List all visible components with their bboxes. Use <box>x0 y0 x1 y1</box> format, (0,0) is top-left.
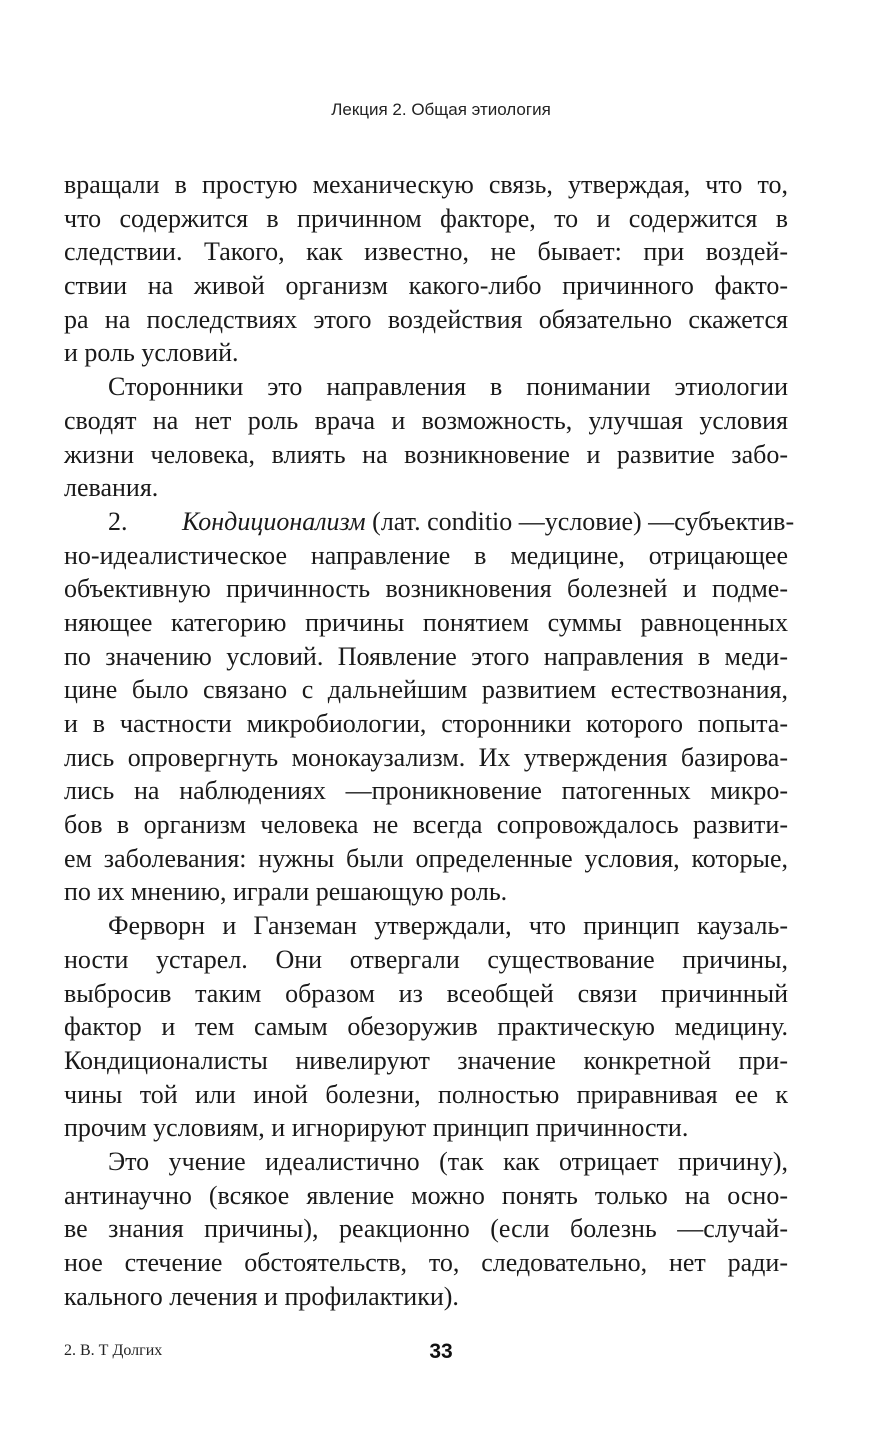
text-line: что содержится в причинном факторе, то и содержится в <box>64 203 788 233</box>
page-number: 33 <box>429 1340 453 1363</box>
text-line: левания. <box>64 473 159 503</box>
text-line: жизни человека, влиять на возникновение и развитие забо- <box>64 439 788 469</box>
text-line: и роль условий. <box>64 338 239 368</box>
paragraph-1 <box>64 168 788 370</box>
page-body <box>64 168 795 1313</box>
text-line: кального лечения и профилактики). <box>64 1281 459 1311</box>
text-line: ве знания причины), реакционно (если болезнь —случай- <box>64 1214 788 1244</box>
paragraph-3 <box>64 505 795 909</box>
paragraph-4 <box>64 909 788 1145</box>
text-line: антинаучно (всякое явление можно понять только на осно- <box>64 1180 788 1210</box>
list-number: 2. <box>108 506 128 536</box>
text-line: бов в организм человека не всегда сопровождалось развити- <box>64 810 788 840</box>
text-line: ствии на живой организм какого-либо причинного факто- <box>64 271 788 301</box>
text-line: лись опровергнуть монокаузализм. Их утверждения базирова- <box>64 742 788 772</box>
text-line: вращали в простую механическую связь, утверждая, что то, <box>64 170 788 199</box>
text-line: ное стечение обстоятельств, то, следовательно, нет ради- <box>64 1248 788 1277</box>
text-line: но-идеалистическое направление в медицине, отрицающее <box>64 540 788 570</box>
text-line: по их мнению, играли решающую роль. <box>64 877 508 907</box>
text-line: ем заболевания: нужны были определенные условия, которые, <box>64 843 788 873</box>
running-head: Лекция 2. Общая этиология <box>331 100 551 119</box>
text-line: выбросив таким образом из всеобщей связи причинный <box>64 978 788 1008</box>
text-line: Кондиционалисты нивелируют значение конкретной при- <box>64 1045 788 1075</box>
text-line: следствии. Такого, как известно, не бывает: при воздей- <box>64 237 788 267</box>
paragraph-2 <box>64 370 788 505</box>
paragraph-5 <box>64 1145 788 1313</box>
text-line: лись на наблюдениях —проникновение патогенных микро- <box>64 776 788 806</box>
text-line: няющее категорию причины понятием суммы равноценных <box>64 607 788 637</box>
footer-signature: 2. В. Т Долгих <box>64 1342 163 1359</box>
term-italic: Кондиционализм <box>182 506 366 536</box>
text-line: сводят на нет роль врача и возможность, улучшая условия <box>64 405 788 435</box>
text-line: и в частности микробиологии, сторонники которого попыта- <box>64 709 788 738</box>
list-item-first-line <box>64 505 878 539</box>
text-line: объективную причинность возникновения болезней и подме- <box>64 574 788 604</box>
text-line: фактор и тем самым обезоружив практическую медицину. <box>64 1012 788 1042</box>
text-line: прочим условиям, и игнорируют принцип причинности. <box>64 1113 689 1143</box>
text-line: ра на последствиях этого воздействия обязательно скажется <box>64 304 788 334</box>
text-fragment: (лат. conditio —условие) —субъектив- <box>365 506 795 536</box>
text-line: чины той или иной болезни, полностью приравнивая ее к <box>64 1079 788 1109</box>
text-line: цине было связано с дальнейшим развитием естествознания, <box>64 675 788 705</box>
text-line: Ферворн и Ганземан утверждали, что принцип каузаль- <box>108 911 788 941</box>
text-line: Это учение идеалистично (так как отрицает причину), <box>108 1146 788 1176</box>
text-line: ности устарел. Они отвергали существование причины, <box>64 944 788 974</box>
text-line: Сторонники это направления в понимании этиологии <box>108 372 788 402</box>
text-line: по значению условий. Появление этого направления в меди- <box>64 641 788 671</box>
